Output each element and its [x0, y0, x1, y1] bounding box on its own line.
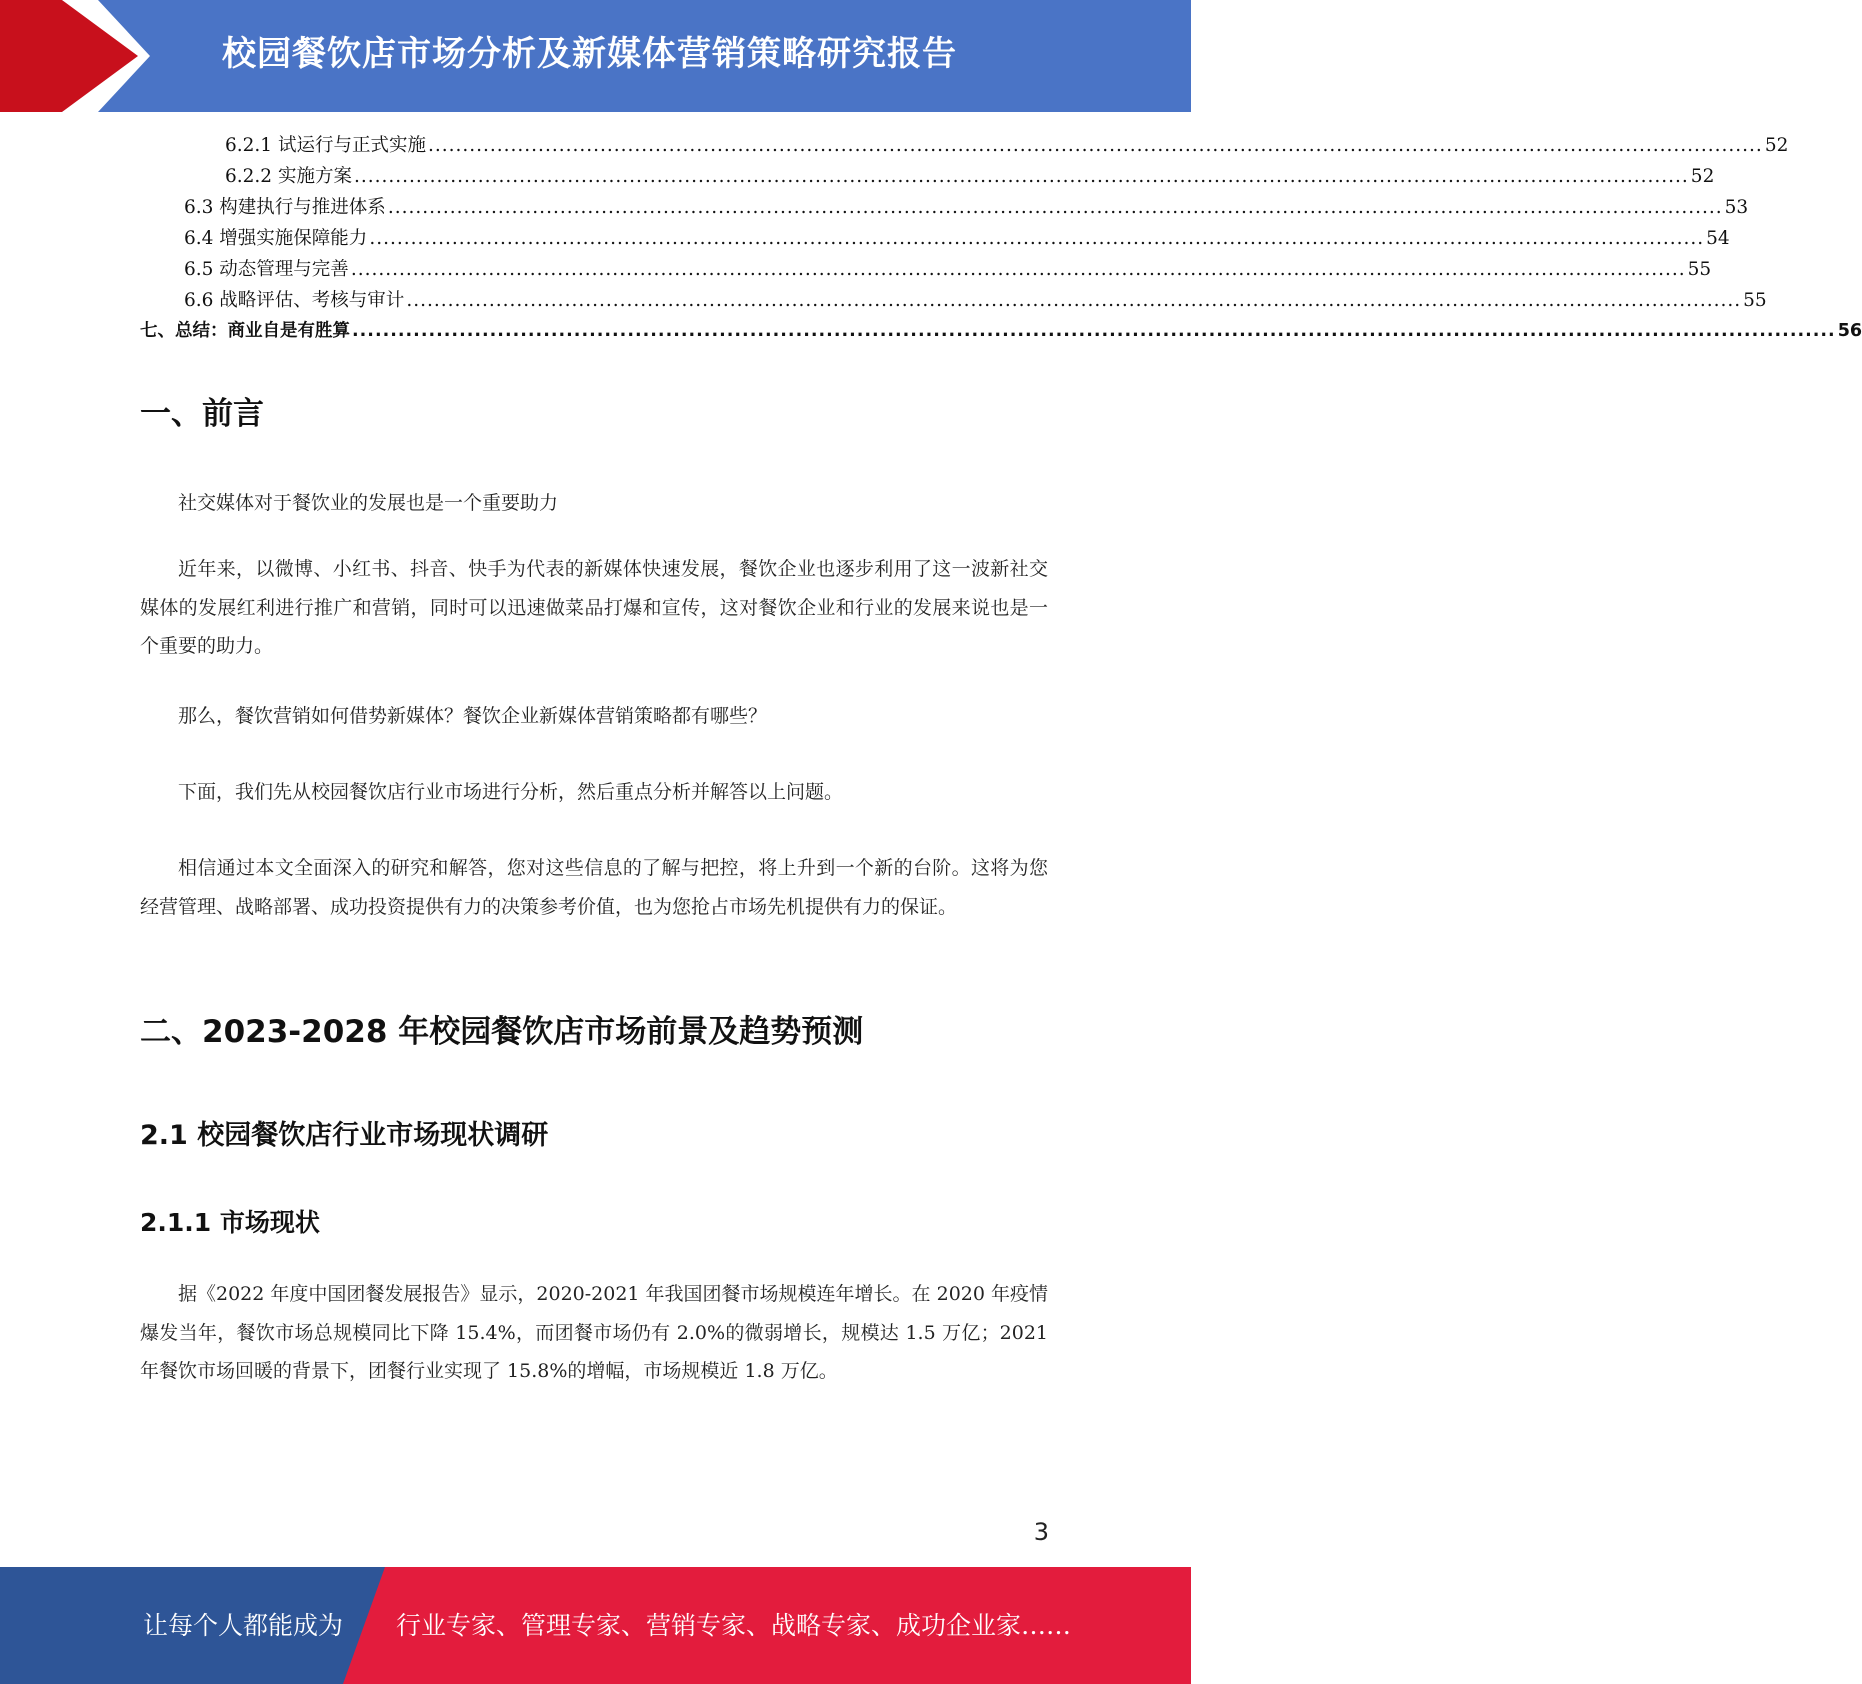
preface-paragraph: 下面，我们先从校园餐饮店行业市场进行分析，然后重点分析并解答以上问题。 [178, 781, 844, 803]
toc-entry-page: 52 [1764, 135, 1789, 156]
chapter-2-heading: 二、2023-2028 年校园餐饮店市场前景及趋势预测 [140, 1014, 864, 1050]
toc-leader-dots: .................................................................................................................................................................................................. [350, 259, 1686, 280]
toc-entry-page: 56 [1837, 321, 1862, 341]
footer-slogan-right: 行业专家、管理专家、营销专家、战略专家、成功企业家…… [396, 1611, 1072, 1640]
toc-entry[interactable] [140, 254, 1712, 285]
toc-entry-page: 53 [1724, 197, 1749, 218]
toc-entry[interactable] [140, 223, 1730, 254]
preface-paragraph: 那么，餐饮营销如何借势新媒体？餐饮企业新媒体营销策略都有哪些？ [178, 705, 768, 727]
preface-paragraph: 社交媒体对于餐饮业的发展也是一个重要助力 [178, 492, 559, 514]
table-of-contents [140, 130, 1862, 347]
toc-entry-page: 54 [1706, 228, 1730, 249]
report-title: 校园餐饮店市场分析及新媒体营销策略研究报告 [222, 34, 957, 74]
toc-entry-title: 6.4 增强实施保障能力 [184, 228, 368, 249]
toc-entry-title: 6.5 动态管理与完善 [184, 259, 349, 280]
preface-heading: 一、前言 [140, 396, 264, 432]
toc-entry-title: 七、总结：商业自是有胜算 [140, 321, 350, 341]
toc-leader-dots: .................................................................................................................................................................................................. [352, 321, 1836, 341]
toc-leader-dots: .................................................................................................................................................................................................. [353, 166, 1689, 187]
toc-entry-page: 55 [1687, 259, 1712, 280]
footer-slogan-left: 让每个人都能成为 [143, 1611, 344, 1640]
section-2-1-heading: 2.1 校园餐饮店行业市场现状调研 [140, 1120, 549, 1151]
preface-paragraph: 近年来，以微博、小红书、抖音、快手为代表的新媒体快速发展，餐饮企业也逐步利用了这一波新社交媒体的发展红利进行推广和营销，同时可以迅速做菜品打爆和宣传，这对餐饮企业和行业的发展来说也是一个重要的助力。 [140, 558, 1048, 657]
toc-leader-dots: .................................................................................................................................................................................................. [406, 290, 1742, 311]
toc-entry[interactable] [140, 285, 1767, 316]
page-header [0, 0, 1191, 112]
toc-entry-title: 6.2.2 实施方案 [225, 166, 352, 187]
toc-entry-title: 6.3 构建执行与推进体系 [184, 197, 386, 218]
page-number: 3 [1033, 1518, 1049, 1546]
toc-entry-title: 6.6 战略评估、考核与审计 [184, 290, 405, 311]
preface-paragraph: 相信通过本文全面深入的研究和解答，您对这些信息的了解与把控，将上升到一个新的台阶。这将为您经营管理、战略部署、成功投资提供有力的决策参考价值，也为您抢占市场先机提供有力的保证。 [140, 857, 1048, 918]
toc-leader-dots: .................................................................................................................................................................................................. [369, 228, 1705, 249]
toc-entry[interactable] [140, 161, 1715, 192]
page-footer [0, 1567, 1191, 1684]
toc-entry[interactable] [140, 130, 1789, 161]
toc-entry-title: 6.2.1 试运行与正式实施 [225, 135, 426, 156]
toc-entry-page: 55 [1743, 290, 1767, 311]
toc-entry-page: 52 [1690, 166, 1715, 187]
toc-leader-dots: .................................................................................................................................................................................................. [427, 135, 1763, 156]
toc-leader-dots: .................................................................................................................................................................................................. [387, 197, 1723, 218]
section-2-1-1-heading: 2.1.1 市场现状 [140, 1208, 320, 1237]
market-status-paragraph: 据《2022 年度中国团餐发展报告》显示，2020-2021 年我国团餐市场规模连年增长。在 2020 年疫情爆发当年，餐饮市场总规模同比下降 15.4%，而团餐市场仍有 2.0%的微弱增长，规模达 1.5 万亿；2021 年餐饮市场回暖的背景下，团餐行业实现了 15.8%的增幅，市场规模近 1.8 万亿。 [140, 1283, 1048, 1382]
toc-entry[interactable] [140, 192, 1749, 223]
toc-entry[interactable] [140, 316, 1862, 347]
